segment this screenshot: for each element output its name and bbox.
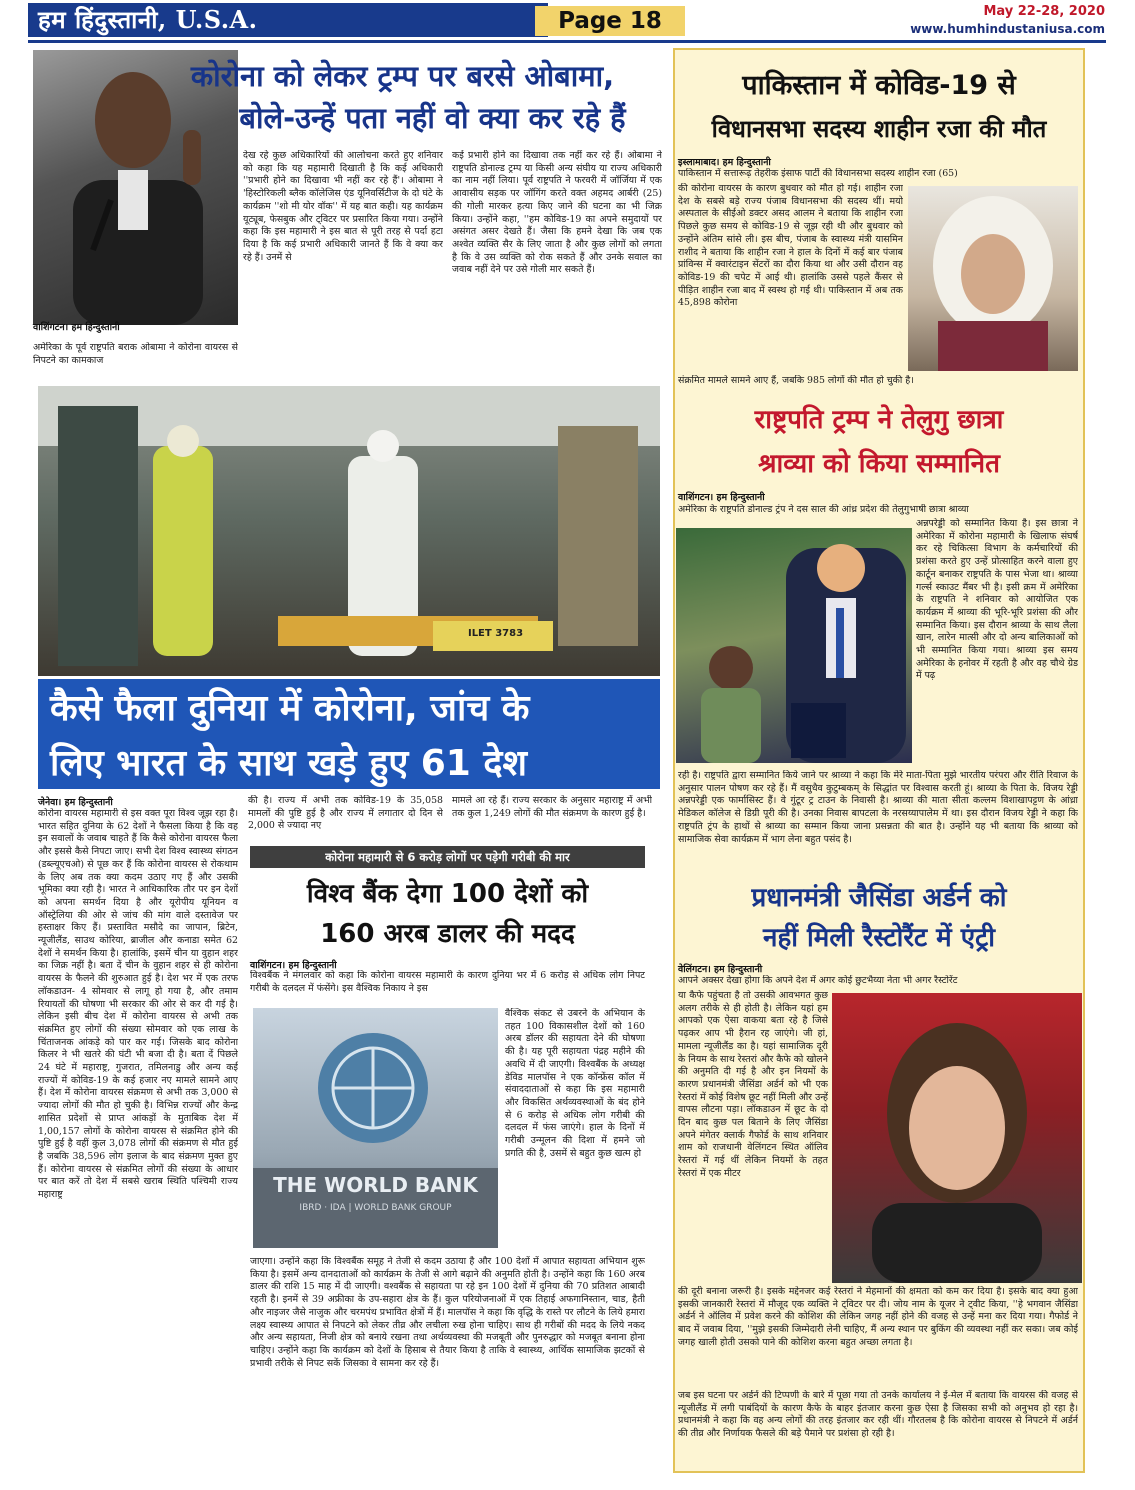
pakistan-headline-line2: विधानसभा सदस्य शाहीन रजा की मौत [711, 115, 1047, 143]
world-bank-intro: विश्वबैंक ने मंगलवार को कहा कि कोरोना वायरस महामारी के कारण दुनिया भर में 6 करोड़ से अधिक लोग निपट गरीबी के दलदल में फंसेंगे। इस वैश्विक निकाय ने इस [250, 970, 645, 994]
world-bank-sign-photo [253, 1008, 498, 1248]
world-bank-byline: वाशिंगटन। हम हिन्दुस्तानी [250, 960, 337, 971]
world-bank-side: वैश्विक संकट से उबरने के अभियान के तहत 100 विकासशील देशों को 160 अरब डॉलर की सहायता देने की घोषणा की है। यह पूरी सहायता पंद्रह महीने की अवधि में दी जाएगी। विश्वबैंक के अध्यक्ष डेविड मालपॉस ने एक कॉन्फ्रेंस कॉल में संवाददाताओं से कहा कि इस महामारी और विकसित अर्थव्यवस्थाओं के बंद होने से 6 करोड़ से अधिक लोग गरीबी की दलदल में फंस जाएंगे। हाल के दिनों में गरीबी उन्मूलन की दिशा में हमने जो प्रगति की है, उसमें से बहुत कुछ खत्म हो [505, 1008, 645, 1159]
corona-spread-headline-line2: लिए भारत के साथ खड़े हुए 61 देश [50, 743, 527, 784]
world-bank-kicker: कोरोना महामारी से 6 करोड़ लोगों पर पड़ेगी गरीबी की मार [250, 846, 645, 868]
masthead [0, 0, 1135, 44]
trump-shravya-scene [676, 528, 912, 763]
trump-side: अन्नपरेड्डी को सम्मानित किया है। इस छात्रा ने अमेरिका में कोरोना महामारी के खिलाफ संघर्ष कर रहे चिकित्सा विभाग के कर्मचारियों की प्रशंसा करते हुए उन्हें प्रोत्साहित करने वाला हुए कार्टून बनाकर राष्ट्रपति के पास भेजा था। श्राव्या गर्ल्स स्काउट मैंबर भी है। इसी क्रम में अमेरिका के राष्ट्रपति ने शनिवार को आयोजित एक कार्यक्रम में श्राव्या की भूरि-भूरि प्रशंसा की और सम्मानित किया। इस दौरान श्राव्या के साथ लैला खान, लारेन मात्सी और दो अन्य बालिकाओं को भी सम्मानित किया गया। श्राव्या इस समय अमेरिका के हनोवर में रहती है और वह चौथे ग्रेड में पढ़ [916, 518, 1078, 682]
world-bank-headline-line1: विश्व बैंक देगा 100 देशों को [306, 879, 589, 909]
world-bank-headline-line2: 160 अरब डालर की मदद [320, 919, 575, 949]
newspaper-brand: हम हिंदुस्तानी, U.S.A. [28, 3, 548, 37]
obama-col3: कई प्रभारी होने का दिखावा तक नहीं कर रहे हैं। ओबामा ने राष्ट्रपति डोनाल्ड ट्रम्प या किसी अन्य संघीय या राज्य अधिकारी का नाम नहीं लिया। पूर्व राष्ट्रपति ने फरवरी में जॉर्जिया में एक आवासीय सड़क पर जॉगिंग करते वक्त अहमद आर्बरी (25) की गोली मारकर हत्या किए जाने की घटना का भी जिक्र किया। उन्होंने कहा, ''हम कोविड-19 का अपने समुदायों पर असंगत असर देखते हैं। जैसा कि हमने देखा कि जब एक अश्वेत व्यक्ति सैर के लिए जाता है और कुछ लोगों को लगता है कि वे उस व्यक्ति को रोक सकते हैं और उनके सवाल का जवाब नहीं देने पर उसे गोली मार सकते हैं। [452, 150, 662, 276]
vehicle-plate: ILET 3783 [467, 628, 524, 639]
shaheen-raza-portrait [908, 186, 1078, 371]
issue-date: May 22-28, 2020 [983, 4, 1105, 19]
world-bank-sign-subtext: IBRD · IDA | WORLD BANK GROUP [299, 1203, 452, 1213]
ardern-headline-line1: प्रधानमंत्री जैसिंडा अर्डर्न को [751, 883, 1007, 913]
masthead-rule [28, 40, 1106, 43]
ardern-tail: जब इस घटना पर अर्डर्न की टिप्पणी के बारे में पूछा गया तो उनके कार्यालय ने ई-मेल में बताया कि वायरस की वजह से न्यूजीलैंड में लगी पाबंदियों के कारण कैफे के बाहर इंतजार करना कुछ ऐसा है जिसका सभी को अनुभव हो रहा है। प्रधानमंत्री ने कहा कि वह अन्य लोगों की तरह इंतजार कर रही थीं। गौरतलब है कि कोरोना वायरस से निपटने में अर्डर्न की तीव्र और निर्णायक फैसले की बड़े पैमाने पर प्रशंसा हो रही है। [678, 1390, 1078, 1440]
trump-headline-line1: राष्ट्रपति ट्रम्प ने तेलुगु छात्रा [754, 405, 1004, 435]
pakistan-body: की कोरोना वायरस के कारण बुधवार को मौत हो गई। शाहीन रजा देश के सबसे बड़े राज्य पंजाब विधानसभा की सदस्य थीं। मयो अस्पताल के सीईओ डक्टर असद आलम ने बताया कि शाहीन रजा पिछले कुछ समय से कोविड-19 से जूझ रही थी और बुधवार को उन्होंने अंतिम सांसे ली। इस बीच, पंजाब के स्वास्थ्य मंत्री यासमिन राशीद ने बताया कि शाहीन रजा ने हाल के दिनों में कई बार पंजाब प्रांविन्स में क्वारंटाइन सेंटरों का दौरा किया था और उसी दौरान वह कोविड-19 की चपेट में आई थी। हालांकि उससे पहले कैंसर से पीड़ित शाहीन रजा बाद में स्वस्थ हो गई थी। पाकिस्तान में अब तक 45,898 कोरोना [678, 183, 903, 309]
pakistan-byline: इस्लामाबाद। हम हिन्दुस्तानी [678, 157, 771, 168]
obama-col1: अमेरिका के पूर्व राष्ट्रपति बराक ओबामा ने कोरोना वायरस से निपटने का कामकाज [33, 342, 238, 366]
shaheen-raza-photo [908, 186, 1078, 371]
world-bank-sign-text: THE WORLD BANK [273, 1173, 478, 1197]
trump-headline-line2: श्राव्या को किया सम्मानित [758, 449, 1000, 479]
trump-shravya-photo [676, 528, 912, 763]
obama-byline: वाशिंगटन। हम हिन्दुस्तानी [33, 322, 120, 333]
pakistan-headline-line1: पाकिस्तान में कोविड-19 से [742, 70, 1016, 101]
corona-spread-headline-band [38, 679, 660, 789]
ardern-body: की दूरी बनाना जरूरी है। इसके मद्देनजर कई रेस्तरां ने मेहमानों की क्षमता को कम कर दिया है। इसके बाद क्या हुआ इसकी जानकारी रेस्तरां में मौजूद एक व्यक्ति ने ट्विटर पर दी। जोय नाम के यूजर ने ट्वीट किया, ''हे भगवान जैसिंडा अर्डर्न ने ऑलिव में प्रवेश करने की कोशिश की लेकिन जगह नहीं होने की वजह से उन्हें मना कर दिया गया। गैफोर्ड ने बाद में जवाब दिया, ''मुझे इसकी जिम्मेदारी लेनी चाहिए, मैं अन्य स्थान पर बुकिंग की व्यवस्था नहीं कर सका। जब कोई जगह खाली होती उसको पाने की कोशिश करना बहुत अच्छा लगता है। [678, 1286, 1078, 1348]
trump-body: रही है। राष्ट्रपति द्वारा सम्मानित किये जाने पर श्राव्या ने कहा कि मेरे माता-पिता मुझे भारतीय परंपरा और रीति रिवाज के अनुसार पालन पोषण कर रहे हैं। मैं वसुधैव कुटुम्बकम् के सिद्धांत पर विश्वास करती हूं। श्राव्या के पिता के. विजय रेड्डी अन्नपरेड्डी एक फार्मासिस्ट हैं। वे गुंटूर ट्र टाउन के निवासी है। श्राव्या की माता सीता कल्लम विशाखापट्टण के आंध्रा मेडिकल कॉलेज से डिग्री पूरी की है। उनका निवास बापटला के नरसय्यापालेम में था। इस दौरान विजय रेड्डी ने कहा कि राष्ट्रपति ट्रंप के हाथों से श्राव्या का सम्मान किया जाना प्रसन्नता की बात है। उन्होंने यह भी बताया कि श्राव्या को सामाजिक सेवा कार्यक्रम में भाग लेना बहुत पसंद है। [678, 770, 1078, 845]
obama-col2: देख रहे कुछ अधिकारियों की आलोचना करते हुए शनिवार को कहा कि यह महामारी दिखाती है कि कई अधिकारी ''प्रभारी होने का दिखावा भी नहीं कर रहे हैं'। ओबामा ने 'हिस्टोरिकली ब्लैक कॉलेजिस एंड यूनिवर्सिटीज के दो घंटे के कार्यक्रम ''शो मी योर वॉक'' में यह बात कही। यह कार्यक्रम यूट्यूब, फेसबुक और ट्विटर पर प्रसारित किया गया। उन्होंने कहा कि इस महामारी ने इस बात से पूरी तरह से पर्दा हटा दिया है कि कई प्रभारी अधिकारी जानते हैं कि वे क्या कर रहे हैं। उनमें से [243, 150, 443, 263]
corona-spread-byline: जेनेवा। हम हिन्दुस्तानी [38, 797, 113, 808]
corona-spread-col1: कोरोना वायरस महामारी से इस वक्त पूरा विश्व जूझ रहा है। भारत सहित दुनिया के 62 देशों ने फैसला किया है कि वह इन सवालों के जवाब चाहते हैं कि कैसे कोरोना वायरस फैला और इससे कैसे निपटा जाए। सभी देश विश्व स्वास्थ्य संगठन (डब्ल्यूएचओ) से पूछ कर हैं कि कोरोना वायरस से रोकथाम के लिए अब तक क्या कदम उठाए गए हैं और उसकी भूमिका क्या रही है। भारत ने आधिकारिक तौर पर इन देशों को अपना समर्थन दिया है और यूरोपीय यूनियन व ऑस्ट्रेलिया की ओर से जांच की मांग वाले दस्तावेज पर हस्ताक्षर किए हैं। प्रस्तावित मसौदे का जापान, ब्रिटेन, न्यूजीलैंड, साउथ कोरिया, ब्राजील और कनाडा समेत 62 देशों ने समर्थन किया है। हालांकि, इसमें चीन या वुहान शहर का जिक्र नहीं है। बता दें चीन के वुहान शहर से ही कोरोना वायरस के फैलने की शुरुआत हुई है। देश भर में एक तरफ लॉकडाउन- 4 सोमवार से लागू हो गया है, और तमाम रियायतों की घोषणा भी सरकार की ओर से कर दी गई है। लेकिन इसी बीच देश में कोरोना वायरस से अभी तक संक्रमित हुए लोगों की संख्या सोमवार को एक लाख के चिंताजनक आंकड़े को पार कर गई। जिसके बाद कोरोना किलर ने भी खतरे की घंटी भी बजा दी है। बता दें पिछले 24 घंटे में महाराष्ट्र, गुजरात, तमिलनाडु और अन्य कई राज्यों में कोविड-19 के कई हजार नए मामले सामने आए हैं। देश में कोरोना वायरस संक्रमण से अभी तक 3,000 से ज्यादा लोगों की मौत हो चुकी है। विभिन्न राज्यों और केन्द्र शासित प्रदेशों से प्राप्त आंकड़ों के मुताबिक देश में 1,00,157 लोगों के कोरोना वायरस से संक्रमित होने की पुष्टि हुई है वहीं कुल 3,078 लोगों की संक्रमण से मौत हुई है जबकि 38,596 लोग इलाज के बाद संक्रमण मुक्त हुए हैं। कोरोना वायरस से संक्रमित लोगों की संख्या के आधार पर बात करें तो देश में सबसे खराब स्थिति पश्चिमी राज्य महाराष्ट्र [38, 808, 238, 1201]
pakistan-tail: संक्रमित मामले सामने आए हैं, जबकि 985 लोगों की मौत हो चुकी है। [678, 375, 914, 386]
obama-headline-line1: कोरोना को लेकर ट्रम्प पर बरसे ओबामा, [190, 59, 615, 93]
trump-lead: अमेरिका के राष्ट्रपति डोनाल्ड ट्रंप ने दस साल की आंध्र प्रदेश की तेलुगुभाषी छात्रा श्राव्या [678, 504, 969, 515]
jacinda-ardern-photo [832, 993, 1082, 1283]
ardern-lead: आपने अक्सर देखा होगा कि अपने देश में अगर कोई छुटभैय्या नेता भी अगर रैस्टोरेंट [678, 975, 958, 986]
obama-headline-line2: बोले-उन्हें पता नहीं वो क्या कर रहे हैं [239, 101, 626, 135]
corona-spread-col2: की है। राज्य में अभी तक कोविड-19 के 35,058 मामलों की पुष्टि हुई है और राज्य में लगातार दो दिन से 2,000 से ज्यादा नए [248, 795, 443, 832]
corona-spread-headline-line1: कैसे फैला दुनिया में कोरोना, जांच के [50, 688, 530, 729]
world-bank-cont: जाएगा। उन्होंने कहा कि विश्वबैंक समूह ने तेजी से कदम उठाया है और 100 देशों में आपात सहायता अभियान शुरू किया है। इसमें अन्य दानदाताओं को कार्यक्रम के तेजी से आगे बढ़ाने की अनुमति होती है। उन्होंने कहा कि 160 अरब डालर की राशि 15 माह में दी जाएगी। वश्वबैंक से सहायता पा रहे इन 100 देशों में दुनिया की 70 प्रतिशत आबादी रहती है। इनमें से 39 अफ्रीका के उप-सहारा क्षेत्र के हैं। कुल परियोजनाओं में एक तिहाई अफगानिस्तान, चाड, हैती और नाइजर जैसे नाजुक और चरमपंथ प्रभावित क्षेत्रों में हैं। मालपॉस ने कहा कि वृद्धि के रास्ते पर लौटने के लिये हमारा लक्ष्य स्वास्थ्य आपात से निपटने को लेकर तीव्र और लचीला रुख होना चाहिए। साथ ही गरीबों की मदद के लिये नकद और अन्य सहायता, निजी क्षेत्र को बनाये रखना तथा अर्थव्यवस्था की मजबूती और पुनरुद्धार को मजबूत बनाना होना चाहिए। उन्होंने कहा कि कार्यक्रम को देशों के हिसाब से तैयार किया है ताकि वे स्वास्थ्य, आर्थिक सामाजिक झटकों से प्रभावी तरीके से निपट सकें जिसका वे सामना कर रहे हैं। [250, 1256, 645, 1369]
pakistan-lead: पाकिस्तान में सत्तारूढ़ तेहरीक इंसाफ पार्टी की विधानसभा सदस्य शाहीन रजा (65) [678, 168, 958, 179]
corona-spread-col3: मामले आ रहे हैं। राज्य सरकार के अनुसार महाराष्ट्र में अभी तक कुल 1,249 लोगों की मौत संक्रमण के कारण हुई है। [452, 795, 652, 819]
jacinda-ardern-portrait [832, 993, 1082, 1283]
trump-byline: वाशिंगटन। हम हिन्दुस्तानी [678, 492, 765, 503]
website-link[interactable]: www.humhindustaniusa.com [910, 22, 1105, 36]
ppe-workers-photo [38, 386, 660, 676]
ardern-byline: वेलिंगटन। हम हिन्दुस्तानी [678, 964, 763, 975]
ardern-side: या कैफे पहुंचता है तो उसकी आवभगत कुछ अलग तरीके से ही होती है। लेकिन यहां हम आपको एक ऐसा वाकया बता रहे है जिसे पढ़कर आप भी हैरान रह जाएंगे। जी हां, मामला न्यूजीलैंड का है। यहां सामाजिक दूरी के नियम के साथ रेस्तरां और कैफे को खोलने की अनुमति दी गई है और इन नियमों के कारण प्रधानमंत्री जैसिंडा अर्डर्न को भी एक रेस्तरां में कोई विशेष छूट नहीं मिली और उन्हें वापस लौटना पड़ा। लॉकडाउन में छूट के दो दिन बाद कुछ पल बिताने के लिए जैसिंडा अपने मंगेतर क्लार्क गैफोर्ड के साथ शनिवार शाम को राजधानी वेलिंगटन स्थित ऑलिव रेस्तरां में गई थीं लेकिन नियमों के तहत रेस्तरां में एक मीटर [678, 990, 828, 1179]
ardern-headline-line2: नहीं मिली रैस्टोरैंट में एंट्री [763, 923, 995, 953]
ppe-scene [38, 386, 660, 676]
page-number: Page 18 [535, 6, 685, 36]
